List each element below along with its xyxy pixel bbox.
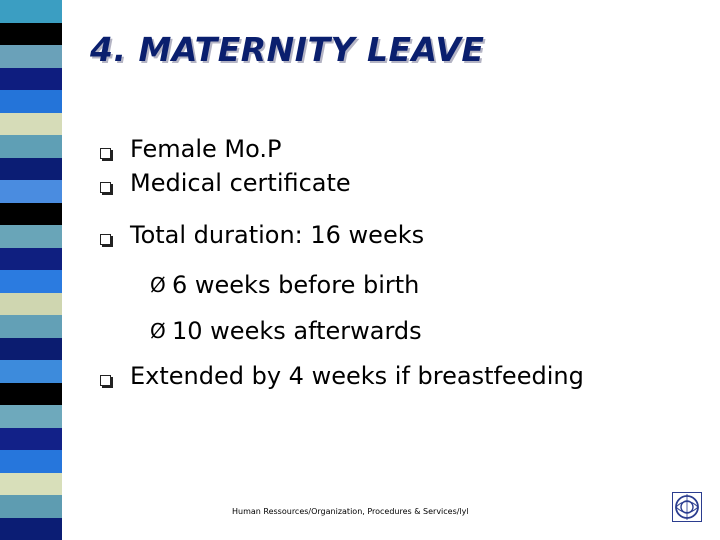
checkbox-bullet-icon — [100, 234, 111, 245]
cern-logo-icon — [672, 492, 702, 522]
arrow-bullet-icon: Ø — [150, 319, 166, 343]
checkbox-bullet-icon — [100, 148, 111, 159]
arrow-bullet-icon: Ø — [150, 273, 166, 297]
sub-bullet-text: 10 weeks afterwards — [172, 317, 422, 345]
checkbox-bullet-icon — [100, 182, 111, 193]
sub-bullet-text: 6 weeks before birth — [172, 271, 420, 299]
bullet-text: Total duration: 16 weeks — [130, 221, 425, 249]
checkbox-bullet-icon — [100, 375, 111, 386]
bullet-text: Female Mo.P — [130, 135, 282, 163]
slide-title: 4. MATERNITY LEAVE — [90, 30, 485, 69]
bullet-text: Extended by 4 weeks if breastfeeding — [130, 362, 584, 390]
bullet-text: Medical certificate — [130, 169, 351, 197]
footer-text: Human Ressources/Organization, Procedures & Services/lyl — [232, 507, 469, 516]
